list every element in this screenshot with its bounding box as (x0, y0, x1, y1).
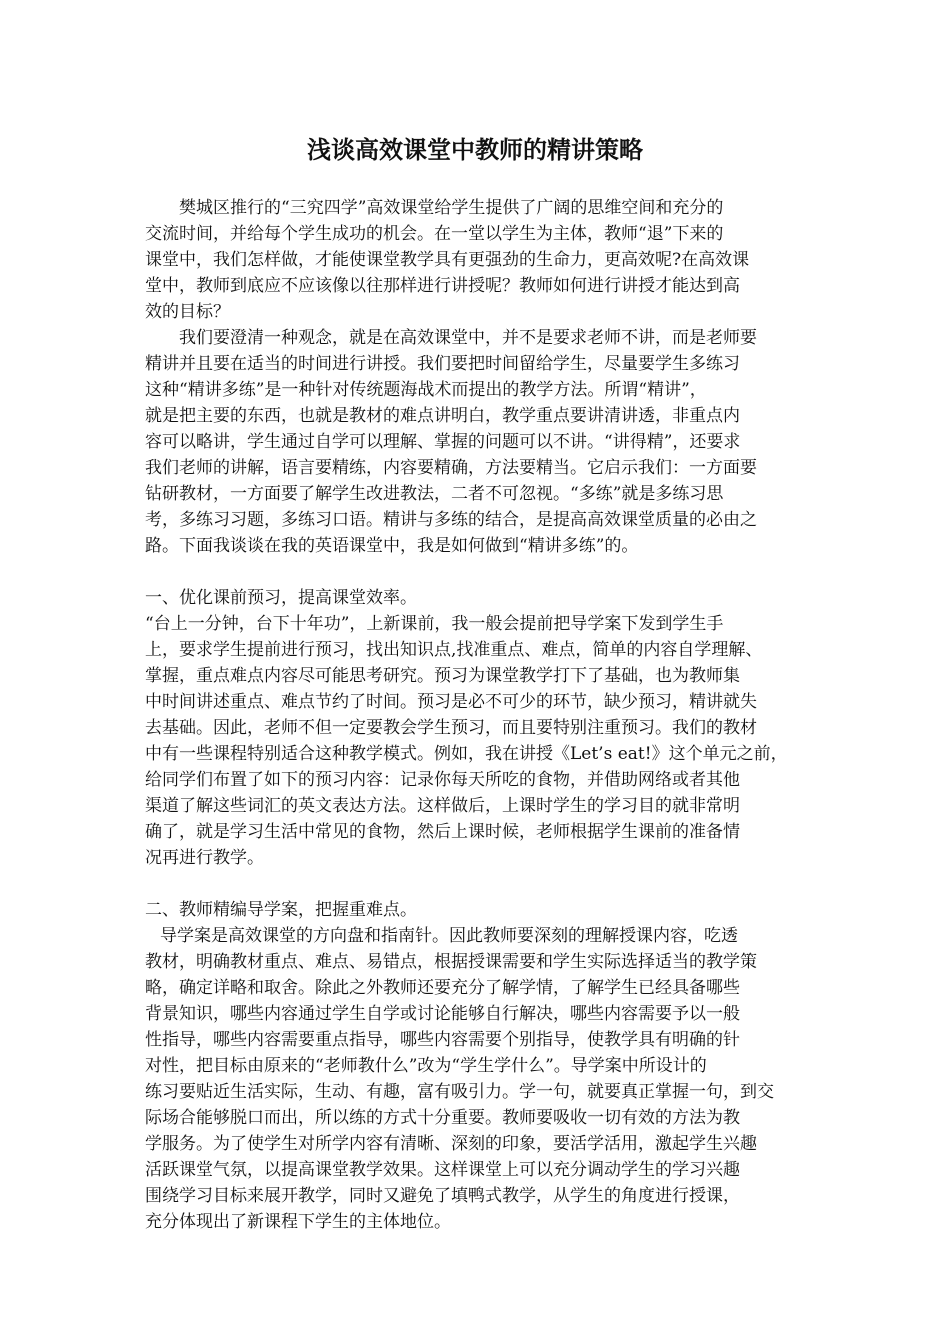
text-line: 就是把主要的东西，也就是教材的难点讲明白，教学重点要讲清讲透，非重点内 (145, 406, 740, 426)
text-line: 樊城区推行的“三究四学”高效课堂给学生提供了广阔的思维空间和充分的 (179, 198, 724, 218)
text-line: 略，确定详略和取舍。除此之外教师还要充分了解学情，了解学生已经具备哪些 (145, 978, 740, 998)
document-title: 浅谈高效课堂中教师的精讲策略 (307, 136, 643, 164)
text-line: 际场合能够脱口而出，所以练的方式十分重要。教师要吸收一切有效的方法为教 (145, 1108, 740, 1128)
paragraph-intro (145, 195, 811, 325)
text-line: 掌握，重点难点内容尽可能思考研究。预习为课堂教学打下了基础，也为教师集 (145, 666, 740, 686)
text-line: 教材，明确教材重点、难点、易错点，根据授课需要和学生实际选择适当的教学策 (145, 952, 757, 972)
document-body (145, 195, 811, 1235)
text-line: 中时间讲述重点、难点节约了时间。预习是必不可少的环节，缺少预习，精讲就失 (145, 692, 757, 712)
text-line: 交流时间，并给每个学生成功的机会。在一堂以学生为主体，教师“退”下来的 (145, 224, 724, 244)
text-line: 况再进行教学。 (145, 848, 264, 868)
paragraph-guide (145, 923, 811, 1235)
text-line: 考，多练习习题，多练习口语。精讲与多练的结合，是提高高效课堂质量的必由之 (145, 510, 757, 530)
text-line: 给同学们布置了如下的预习内容：记录你每天所吃的食物，并借助网络或者其他 (145, 770, 740, 790)
text-line: 堂中，教师到底应不应该像以往那样进行讲授呢？教师如何进行讲授才能达到高 (145, 276, 740, 296)
text-line: 练习要贴近生活实际，生动、有趣，富有吸引力。学一句，就要真正掌握一句，到交 (145, 1082, 774, 1102)
text-line: 充分体现出了新课程下学生的主体地位。 (145, 1212, 451, 1232)
text-line: 确了，就是学习生活中常见的食物，然后上课时候，老师根据学生课前的准备情 (145, 822, 740, 842)
section-heading-1: 一、优化课前预习，提高课堂效率。 (145, 588, 417, 608)
text-line: 精讲并且要在适当的时间进行讲授。我们要把时间留给学生，尽量要学生多练习 (145, 354, 740, 374)
text-line: 渠道了解这些词汇的英文表达方法。这样做后，上课时学生的学习目的就非常明 (145, 796, 740, 816)
text-line: 围绕学习目标来展开教学，同时又避免了填鸭式教学，从学生的角度进行授课， (145, 1186, 740, 1206)
text-line: 钻研教材，一方面要了解学生改进教法，二者不可忽视。“多练”就是多练习思 (145, 484, 724, 504)
text-line: 课堂中，我们怎样做，才能使课堂教学具有更强劲的生命力，更高效呢?在高效课 (145, 250, 750, 270)
text-line: 去基础。因此，老师不但一定要教会学生预习，而且要特别注重预习。我们的教材 (145, 718, 757, 738)
text-line: “台上一分钟，台下十年功”，上新课前，我一般会提前把导学案下发到学生手 (145, 614, 724, 634)
section-heading-2: 二、教师精编导学案，把握重难点。 (145, 900, 417, 920)
text-line: 上，要求学生提前进行预习，找出知识点,找准重点、难点，简单的内容自学理解、 (145, 640, 763, 660)
paragraph-preview (145, 611, 811, 871)
text-line: 性指导，哪些内容需要重点指导，哪些内容需要个别指导，使教学具有明确的针 (145, 1030, 740, 1050)
text-line: 背景知识，哪些内容通过学生自学或讨论能够自行解决，哪些内容需要予以一般 (145, 1004, 740, 1024)
text-line: 我们老师的讲解，语言要精练，内容要精确，方法要精当。它启示我们：一方面要 (145, 458, 757, 478)
text-line: 中有一些课程特别适合这种教学模式。例如，我在讲授《Let’s eat!》这个单元之前， (145, 744, 788, 764)
spacer (145, 871, 811, 897)
text-line: 容可以略讲，学生通过自学可以理解、掌握的问题可以不讲。“讲得精”，还要求 (145, 432, 741, 452)
text-line: 对性，把目标由原来的“老师教什么”改为“学生学什么”。导学案中所设计的 (145, 1056, 707, 1076)
text-line: 这种“精讲多练”是一种针对传统题海战术而提出的教学方法。所谓“精讲”， (145, 380, 707, 400)
text-line: 效的目标？ (145, 302, 230, 322)
spacer (145, 559, 811, 585)
paragraph-concept (145, 325, 811, 559)
text-line: 我们要澄清一种观念，就是在高效课堂中，并不是要求老师不讲，而是老师要 (179, 328, 757, 348)
text-line: 导学案是高效课堂的方向盘和指南针。因此教师要深刻的理解授课内容，吃透 (160, 926, 738, 946)
text-line: 活跃课堂气氛，以提高课堂教学效果。这样课堂上可以充分调动学生的学习兴趣 (145, 1160, 740, 1180)
text-line: 学服务。为了使学生对所学内容有清晰、深刻的印象，要活学活用，激起学生兴趣 (145, 1134, 757, 1154)
text-line: 路。下面我谈谈在我的英语课堂中，我是如何做到“精讲多练”的。 (145, 536, 639, 556)
